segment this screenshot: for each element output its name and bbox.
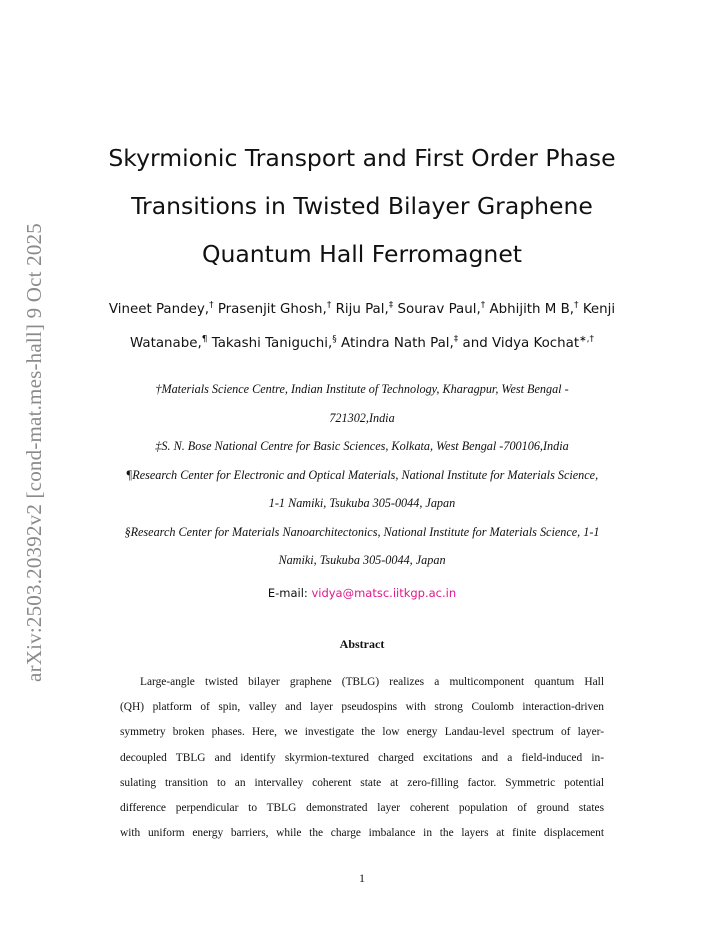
author-affiliation-mark: ‡ — [453, 334, 459, 345]
arxiv-side-stamp — [14, 207, 54, 697]
author-name: and Vidya Kochat — [462, 336, 580, 351]
affiliation-line: Namiki, Tsukuba 305-0044, Japan — [278, 553, 446, 567]
abstract-line: sulating transition to an intervalley coherent state at zero-filling factor. Symmetric potential — [120, 776, 604, 789]
affiliation-line: 721302,India — [329, 410, 395, 425]
paper-title — [84, 134, 640, 278]
author-name: Prasenjit Ghosh, — [217, 302, 327, 317]
abstract-line: difference perpendicular to TBLG demonstrated layer coherent population of ground states — [120, 802, 604, 815]
abstract-body — [120, 670, 604, 846]
page-number: 1 — [359, 871, 365, 885]
author-affiliation-mark: † — [209, 300, 214, 311]
author-name: Riju Pal, — [335, 302, 389, 317]
contact-email — [84, 586, 640, 600]
affiliation-line: ¶Research Center for Electronic and Optical Materials, National Institute for Materials Science, — [125, 467, 599, 482]
author-name-second-part: Watanabe, — [130, 336, 202, 351]
abstract-line: decoupled TBLG and identify skyrmion-textured charged excitations and a field-induced in- — [120, 751, 604, 764]
author-affiliation-mark: ∗,† — [579, 334, 594, 345]
author-name: Atindra Nath Pal, — [341, 336, 454, 351]
author-line — [84, 293, 640, 327]
author-affiliation-mark: ‡ — [388, 300, 394, 311]
author-name: Vineet Pandey, — [108, 302, 210, 317]
abstract-line: Large-angle twisted bilayer graphene (TBLG) realizes a multicomponent quantum Hall — [140, 676, 604, 688]
title-line: Skyrmionic Transport and First Order Phase — [108, 144, 616, 172]
arxiv-identifier: arXiv:2503.20392v2 [cond-mat.mes-hall] 9 Oct 2025 — [21, 222, 46, 682]
affiliation-list — [78, 375, 646, 575]
author-line — [84, 327, 640, 361]
email-label: E-mail: — [267, 586, 308, 600]
affiliation-line: 1-1 Namiki, Tsukuba 305-0044, Japan — [268, 496, 456, 510]
author-affiliation-mark: † — [326, 300, 332, 311]
author-affiliation-mark: † — [480, 300, 486, 311]
affiliation-line: ‡S. N. Bose National Centre for Basic Sciences, Kolkata, West Bengal -700106,India — [155, 439, 569, 453]
author-affiliation-mark: † — [574, 300, 579, 311]
author-affiliation-mark: ¶ — [201, 334, 208, 345]
title-line: Transitions in Twisted Bilayer Graphene — [131, 192, 593, 220]
author-name: Abhijith M B, — [489, 302, 575, 317]
title-line: Quantum Hall Ferromagnet — [202, 240, 522, 268]
author-affiliation-mark: § — [332, 334, 337, 345]
author-name-first-part: Kenji — [582, 302, 616, 317]
abstract-line: with uniform energy barriers, while the charge imbalance in the layers at finite displacement — [120, 827, 604, 840]
abstract-heading: Abstract — [339, 637, 385, 651]
author-list — [84, 293, 640, 361]
abstract-line: symmetry broken phases. Here, we investigate the low energy Landau-level spectrum of layer- — [120, 726, 604, 739]
email-link[interactable]: vidya@matsc.iitkgp.ac.in — [311, 586, 457, 600]
affiliation-line: §Research Center for Materials Nanoarchitectonics, National Institute for Materials Science, 1-1 — [124, 524, 600, 539]
author-name: Takashi Taniguchi, — [211, 336, 333, 351]
abstract-line: (QH) platform of spin, valley and layer pseudospins with strong Coulomb interaction-driven — [120, 701, 604, 714]
author-name: Sourav Paul, — [397, 302, 481, 317]
affiliation-line: †Materials Science Centre, Indian Institute of Technology, Kharagpur, West Bengal - — [155, 382, 569, 396]
